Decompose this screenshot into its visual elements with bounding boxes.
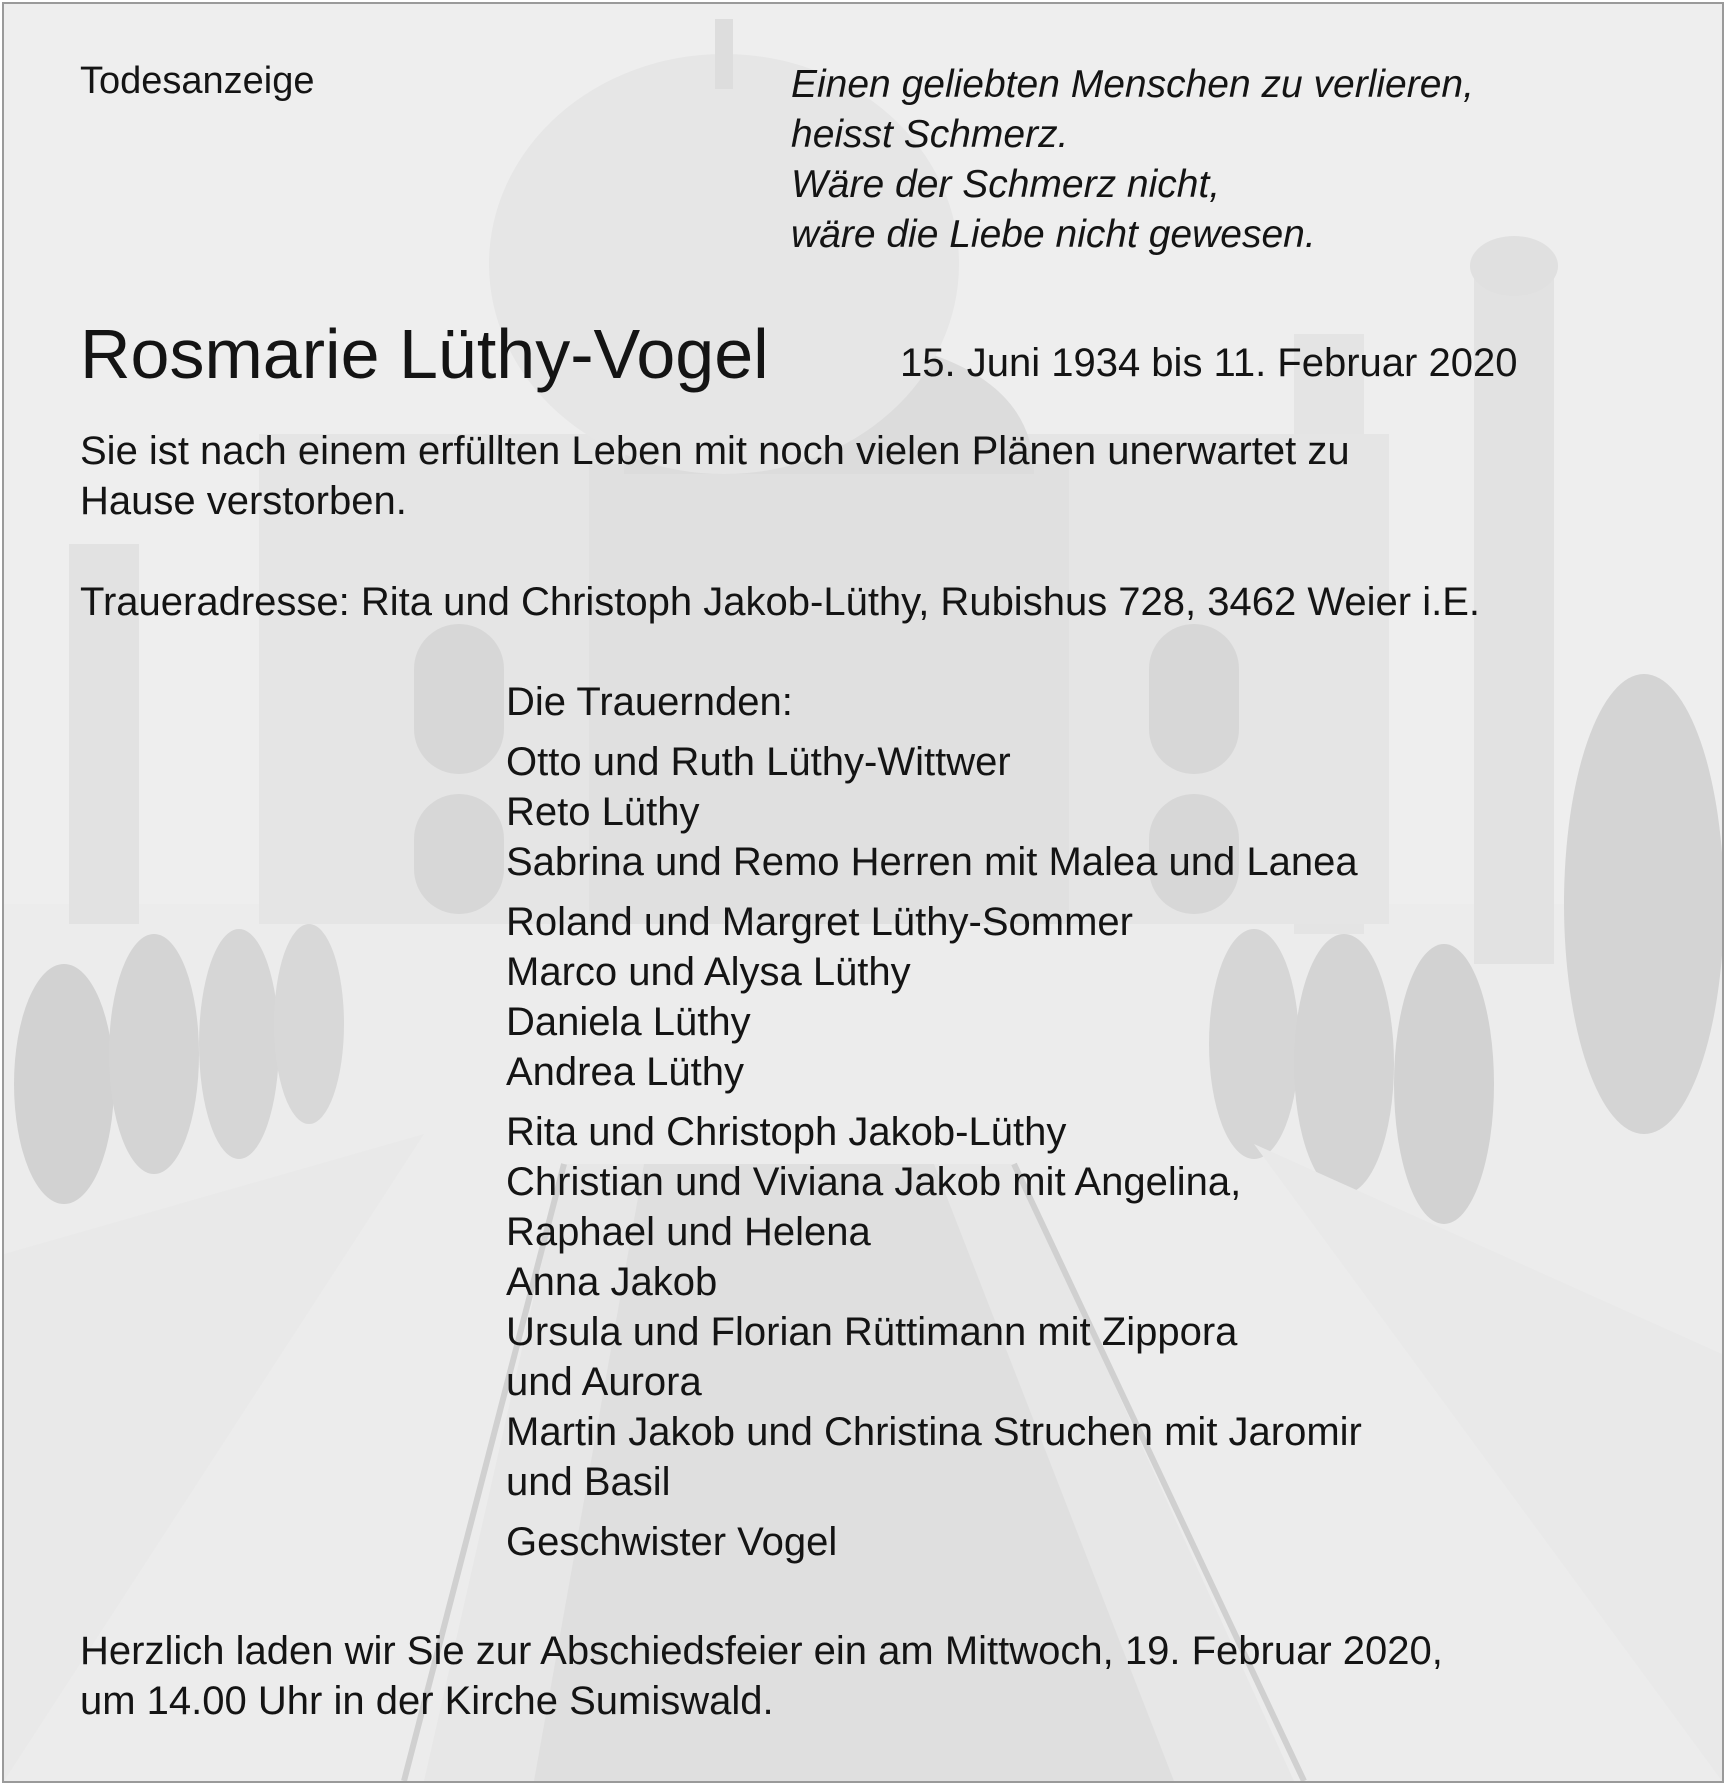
mourners-heading: Die Trauernden: [506, 680, 793, 724]
mourner-line: Otto und Ruth Lüthy-Wittwer [506, 740, 1011, 784]
mourner-line: Raphael und Helena [506, 1210, 871, 1254]
mourner-line: und Aurora [506, 1360, 702, 1404]
mourner-group [506, 897, 1362, 1097]
mourner-line: Rita und Christoph Jakob-Lüthy [506, 1110, 1067, 1154]
funeral-invitation [80, 1626, 1443, 1726]
mourner-line: Martin Jakob und Christina Struchen mit Jaromir [506, 1410, 1362, 1454]
deceased-name: Rosmarie Lüthy-Vogel [80, 315, 769, 393]
mourner-group [506, 1517, 1362, 1567]
mourners-list [506, 677, 1362, 1577]
mourner-line: Christian und Viviana Jakob mit Angelina, [506, 1160, 1242, 1204]
poem [791, 60, 1474, 260]
invitation-line: um 14.00 Uhr in der Kirche Sumiswald. [80, 1679, 774, 1723]
mourner-line: Andrea Lüthy [506, 1050, 744, 1094]
poem-line: Wäre der Schmerz nicht, [791, 163, 1221, 206]
mourner-line: und Basil [506, 1460, 671, 1504]
mourning-address [80, 577, 1480, 627]
obituary-card [2, 2, 1724, 1783]
announcement-line: Sie ist nach einem erfüllten Leben mit noch vielen Plänen unerwartet zu [80, 429, 1350, 473]
mourner-line: Sabrina und Remo Herren mit Malea und Lanea [506, 840, 1358, 884]
mourner-line: Reto Lüthy [506, 790, 700, 834]
invitation-line: Herzlich laden wir Sie zur Abschiedsfeier ein am Mittwoch, 19. Februar 2020, [80, 1629, 1443, 1673]
poem-line: heisst Schmerz. [791, 113, 1069, 156]
announcement-text [80, 426, 1350, 526]
mourner-line: Daniela Lüthy [506, 1000, 751, 1044]
mourner-group [506, 737, 1362, 887]
mourner-line: Ursula und Florian Rüttimann mit Zippora [506, 1310, 1238, 1354]
mourner-group [506, 1107, 1362, 1507]
address-line: Traueradresse: Rita und Christoph Jakob-Lüthy, Rubishus 728, 3462 Weier i.E. [80, 580, 1480, 624]
mourner-line: Marco und Alysa Lüthy [506, 950, 911, 994]
mourner-line: Geschwister Vogel [506, 1520, 838, 1564]
announcement-line: Hause verstorben. [80, 479, 407, 523]
poem-line: Einen geliebten Menschen zu verlieren, [791, 63, 1474, 106]
notice-label: Todesanzeige [80, 60, 315, 102]
mourner-line: Roland und Margret Lüthy-Sommer [506, 900, 1133, 944]
mourner-line: Anna Jakob [506, 1260, 718, 1304]
life-dates: 15. Juni 1934 bis 11. Februar 2020 [900, 341, 1518, 385]
poem-line: wäre die Liebe nicht gewesen. [791, 213, 1316, 256]
